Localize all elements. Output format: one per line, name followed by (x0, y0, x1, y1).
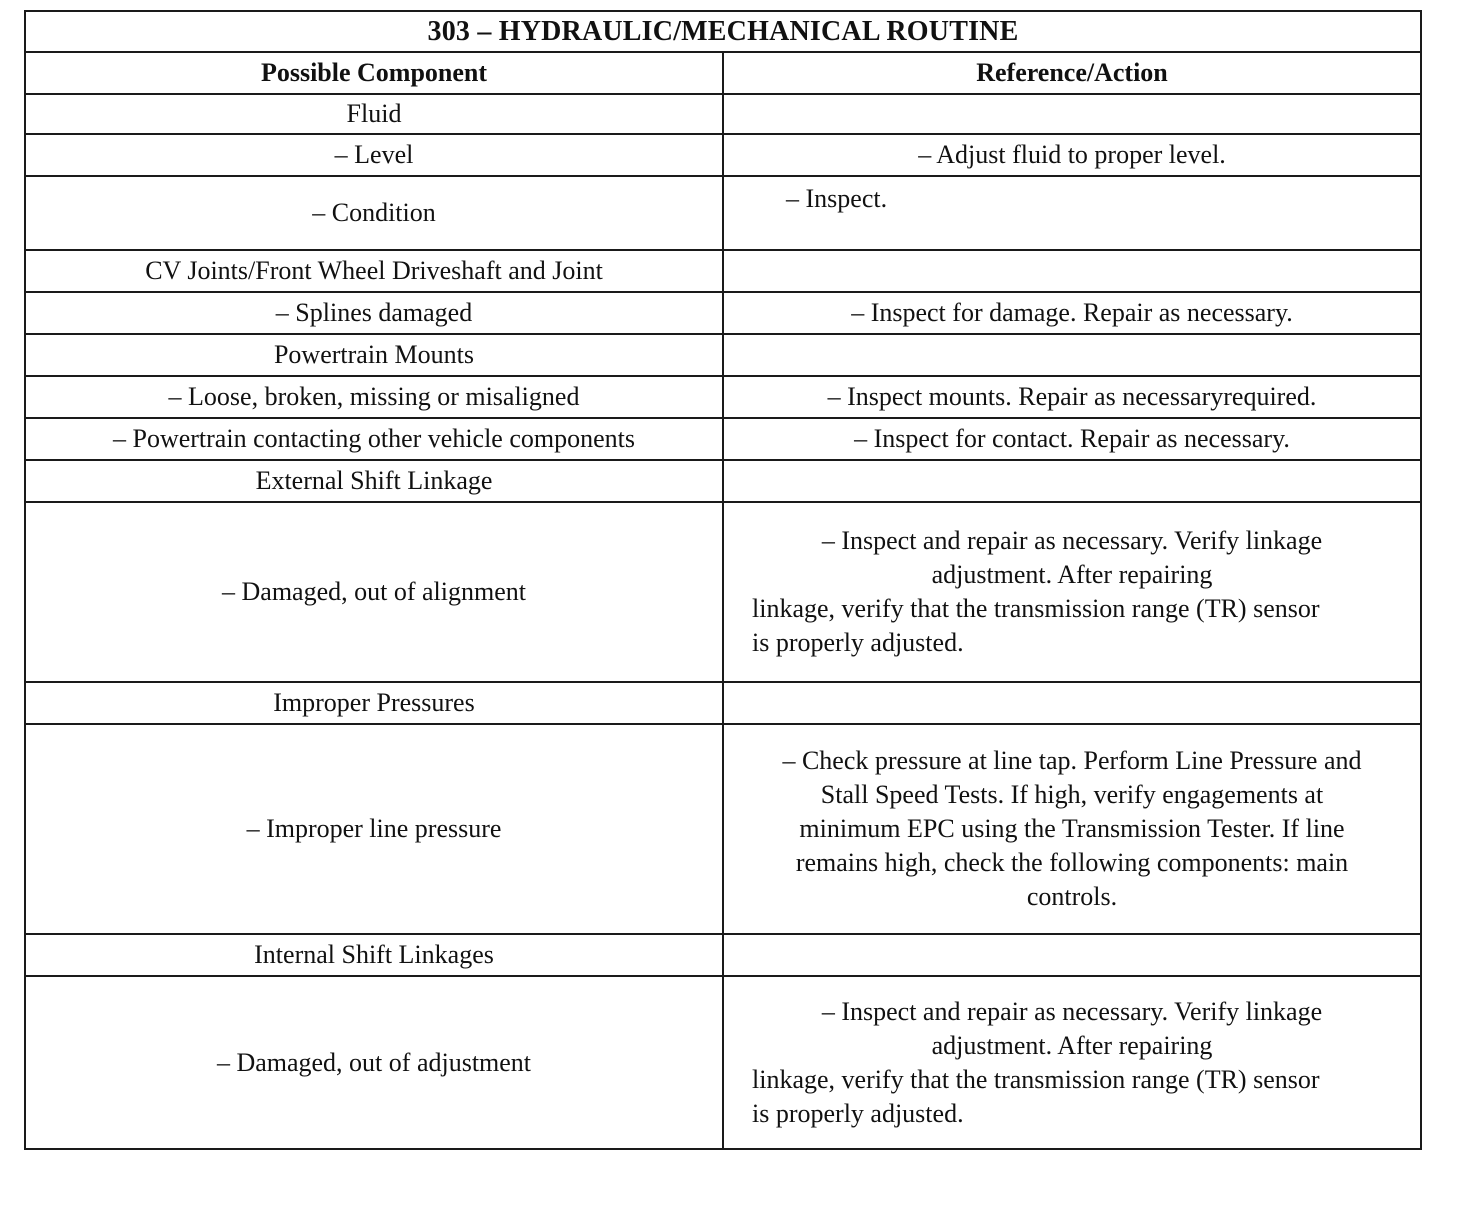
table-row (25, 682, 1421, 724)
component-cell: External Shift Linkage (25, 460, 723, 502)
action-line: linkage, verify that the transmission range (TR) sensor (752, 594, 1320, 623)
table-row (25, 334, 1421, 376)
header-possible-component: Possible Component (25, 52, 723, 94)
table-row (25, 418, 1421, 460)
action-line: adjustment. After repairing (931, 560, 1213, 589)
action-line: remains high, check the following components: main (795, 848, 1349, 877)
action-line: – Inspect and repair as necessary. Verify linkage (821, 996, 1323, 1026)
action-cell: – Adjust fluid to proper level. (723, 134, 1421, 176)
component-cell: – Condition (25, 176, 723, 250)
component-cell: – Level (25, 134, 723, 176)
table-row (25, 376, 1421, 418)
table-row (25, 94, 1421, 134)
table-row (25, 460, 1421, 502)
action-line: is properly adjusted. (752, 1098, 964, 1128)
table-row (25, 976, 1421, 1149)
title-row (25, 11, 1421, 52)
action-line: – Check pressure at line tap. Perform Line Pressure and (782, 746, 1362, 775)
action-cell (723, 94, 1421, 134)
action-cell (723, 724, 1421, 934)
component-cell: Improper Pressures (25, 682, 723, 724)
action-line: linkage, verify that the transmission range (TR) sensor (752, 1064, 1320, 1094)
action-cell: – Inspect for damage. Repair as necessary. (723, 292, 1421, 334)
table-row (25, 176, 1421, 250)
action-text: – Inspect. (786, 184, 888, 213)
action-cell (723, 460, 1421, 502)
table-row (25, 502, 1421, 682)
component-cell: – Splines damaged (25, 292, 723, 334)
component-cell: – Damaged, out of alignment (25, 502, 723, 682)
component-cell: – Powertrain contacting other vehicle components (25, 418, 723, 460)
action-line: is properly adjusted. (752, 628, 964, 657)
component-cell: – Damaged, out of adjustment (25, 976, 723, 1149)
header-reference-action: Reference/Action (723, 52, 1421, 94)
table-row (25, 292, 1421, 334)
component-cell: CV Joints/Front Wheel Driveshaft and Joint (25, 250, 723, 292)
action-cell (723, 934, 1421, 976)
table-row (25, 134, 1421, 176)
action-cell (723, 976, 1421, 1149)
action-line: controls. (1026, 882, 1118, 911)
action-cell: – Inspect for contact. Repair as necessary. (723, 418, 1421, 460)
action-cell (723, 502, 1421, 682)
component-cell: Fluid (25, 94, 723, 134)
table-title: 303 – HYDRAULIC/MECHANICAL ROUTINE (25, 11, 1421, 52)
component-cell: – Improper line pressure (25, 724, 723, 934)
action-line: Stall Speed Tests. If high, verify engagements at (820, 780, 1324, 809)
component-cell: Internal Shift Linkages (25, 934, 723, 976)
routine-table (24, 10, 1422, 1150)
header-row (25, 52, 1421, 94)
action-line: adjustment. After repairing (931, 1030, 1213, 1060)
action-cell (723, 176, 1421, 250)
action-cell (723, 250, 1421, 292)
action-cell (723, 682, 1421, 724)
action-line: minimum EPC using the Transmission Tester. If line (799, 814, 1345, 843)
table-row (25, 724, 1421, 934)
component-cell: – Loose, broken, missing or misaligned (25, 376, 723, 418)
action-cell (723, 334, 1421, 376)
action-line: – Inspect and repair as necessary. Verify linkage (821, 526, 1323, 555)
table-row (25, 250, 1421, 292)
component-cell: Powertrain Mounts (25, 334, 723, 376)
action-cell: – Inspect mounts. Repair as necessaryrequired. (723, 376, 1421, 418)
table-row (25, 934, 1421, 976)
